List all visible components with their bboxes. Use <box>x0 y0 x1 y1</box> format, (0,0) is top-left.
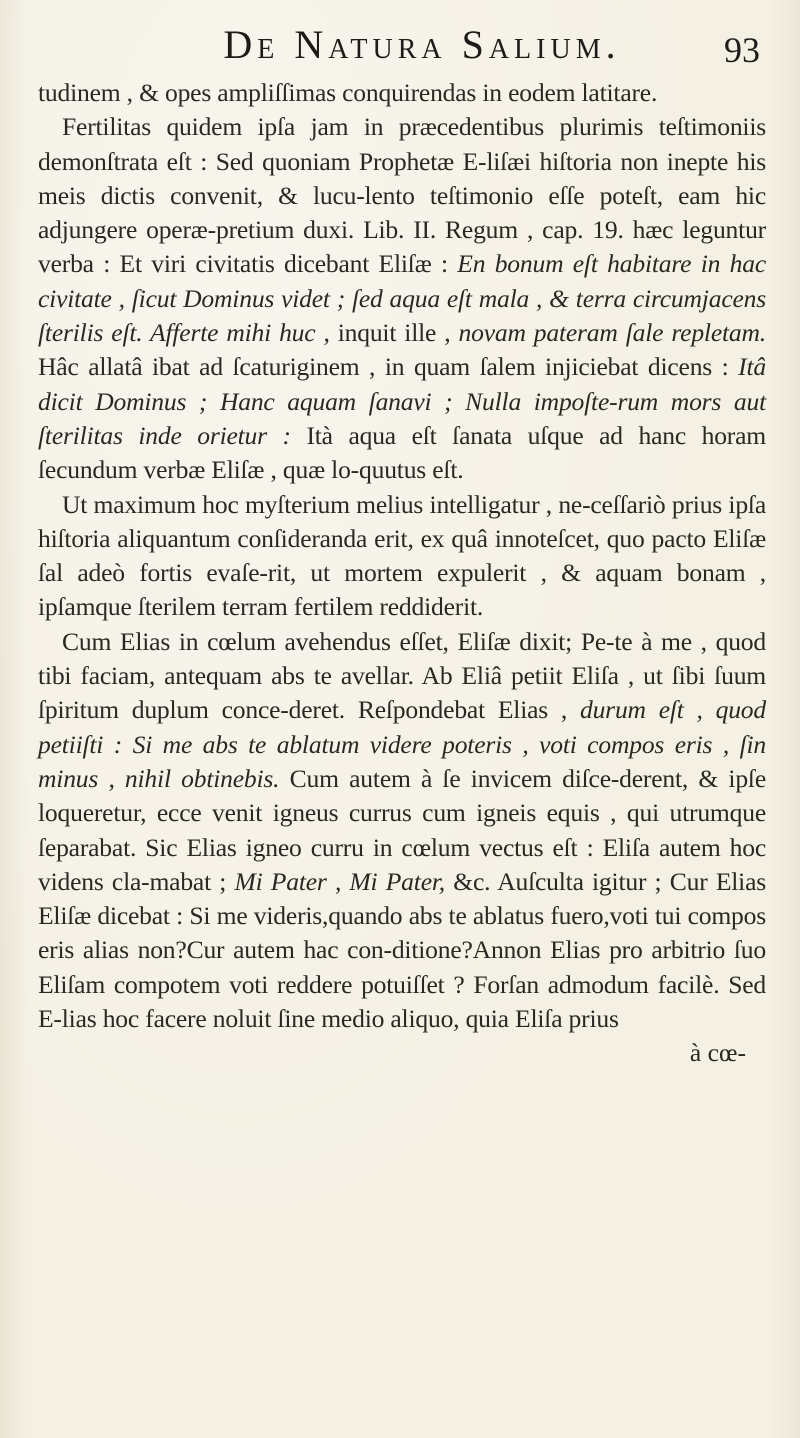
italic-quotation: Mi Pater , Mi Pater, <box>234 866 445 896</box>
text-run: &c. Auſculta igitur ; Cur Elias Eliſæ dicebat : Si me videris,quando abs te ablatus fuero,voti tui compos eris alias non?Cur autem hac con-ditione?Annon Elias pro arbitrio ſuo Eliſam compotem voti reddere potuiſſet ? Forſan admodum facilè. Sed E-lias hoc facere noluit ſine medio aliquo, quia Eliſa prius <box>38 866 767 1034</box>
running-head <box>38 14 766 76</box>
body-text <box>38 76 766 1036</box>
paragraph <box>38 110 766 487</box>
italic-quotation: novam pateram ſale repletam. <box>458 318 766 348</box>
paragraph <box>38 488 766 625</box>
italic-quotation: Itâ dicit Dominus ; Hanc aquam ſanavi ; Nulla impoſte-rum mors aut ſterilitas inde orietur : <box>38 352 766 450</box>
paragraph <box>38 625 766 1037</box>
text-run: Cum Elias in cœlum avehendus eſſet, Eliſæ dixit; Pe-te à me , quod tibi faciam, antequam abs te avellar. Ab Eliâ petiit Eliſa , ut ſibi ſuum ſpiritum duplum conce-deret. Reſpondebat Elias , <box>38 626 766 725</box>
page-number: 93 <box>724 30 760 70</box>
italic-quotation: durum eſt , quod petiiſti : Si me abs te ablatum videre poteris , voti compos eris , ſin minus , nihil obtinebis. <box>38 695 766 793</box>
text-run: Hâc allatâ ibat ad ſcaturiginem , in quam ſalem injiciebat dicens : <box>38 352 739 382</box>
text-run: tudinem , & opes ampliſſimas conquirendas in eodem latitare. <box>38 78 658 107</box>
italic-quotation: En bonum eſt habitare in hac civitate , ſicut Dominus videt ; ſed aqua eſt mala , & terra circumjacens ſterilis eſt. Afferte mihi huc , <box>38 249 766 348</box>
running-title: De Natura Salium. <box>223 22 621 67</box>
catchword: à cœ- <box>689 1038 746 1068</box>
text-run: Cum autem à ſe invicem diſce-derent, & ipſe loqueretur, ecce venit igneus currus cum igneis equis , qui utrumque ſeparabat. Sic Elias igneo curru in cœlum vectus eſt : Eliſa autem hoc videns cla-mabat ; <box>38 763 766 896</box>
text-run: Fertilitas quidem ipſa jam in præcedentibus plurimis teſtimoniis demonſtrata eſt : Sed quoniam Prophetæ E-liſæi hiſtoria non inepte his meis dictis convenit, & lucu-lento teſtimonio eſſe poteſt, eam hic adjungere operæ-pretium duxi. Lib. II. Regum , cap. 19. hæc leguntur verba : Et viri civitatis dicebant Eliſæ : <box>38 112 766 279</box>
paragraph <box>38 76 766 110</box>
text-run: inquit ille , <box>329 318 459 348</box>
text-run: Ut maximum hoc myſterium melius intelligatur , ne-ceſſariò prius ipſa hiſtoria aliquantum conſideranda erit, ex quâ innoteſcet, quo pacto Eliſæ ſal adeò fortis evaſe-rit, ut mortem expulerit , & aquam bonam , ipſamque ſterilem terram fertilem reddiderit. <box>38 489 766 622</box>
text-run: Ità aqua eſt ſanata uſque ad hanc horam ſecundum verbæ Eliſæ , quæ lo-quutus eſt. <box>38 420 766 485</box>
